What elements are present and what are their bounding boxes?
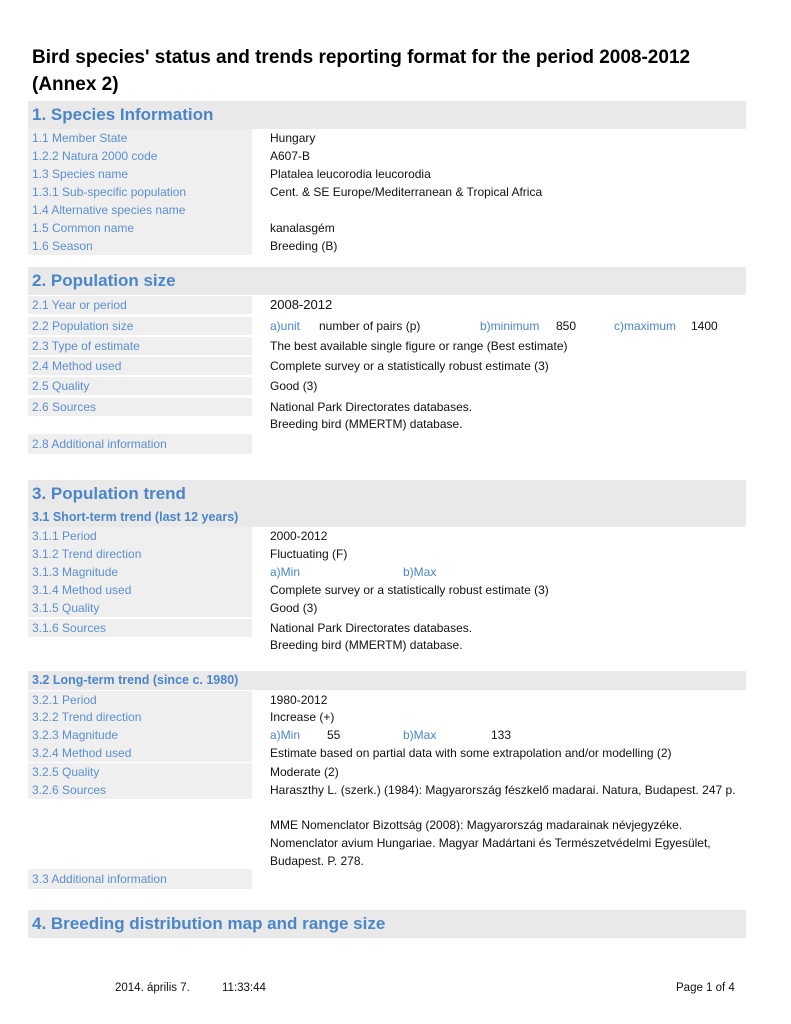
row-label: [28, 357, 252, 375]
sources-value-1: National Park Directorates databases.: [270, 400, 473, 414]
label-text: 3.1.5 Quality: [32, 601, 100, 615]
row-label: [28, 726, 252, 744]
row-label: [28, 545, 252, 563]
subsection-long-term-trend: [28, 671, 746, 690]
section-breeding-distribution: [28, 910, 746, 938]
row-value: Breeding (B): [270, 239, 338, 253]
row-value: Platalea leucorodia leucorodia: [270, 167, 431, 181]
label-text: 1.3.1 Sub-specific population: [32, 185, 187, 199]
label-text: 2.6 Sources: [32, 400, 97, 414]
row-label: [28, 201, 252, 219]
footer-date: 2014. április 7.: [115, 982, 190, 994]
min-value: 55: [327, 728, 341, 742]
row-label: [28, 691, 252, 709]
period-value: 1980-2012: [270, 693, 328, 707]
quality-value: Good (3): [270, 601, 318, 615]
label-text: 3.2.5 Quality: [32, 765, 100, 779]
unit-value: number of pairs (p): [319, 319, 421, 333]
section-heading: 1. Species Information: [32, 105, 214, 124]
row-label: [28, 219, 252, 237]
row-label: [28, 563, 252, 581]
row-label: [28, 581, 252, 599]
label-text: 1.3 Species name: [32, 167, 129, 181]
row-label: [28, 129, 252, 147]
label-text: 2.5 Quality: [32, 379, 90, 393]
section-population-trend: [28, 480, 746, 508]
title-line-2: (Annex 2): [32, 74, 119, 95]
row-label: [28, 377, 252, 395]
magnitude-values: [270, 726, 512, 744]
max-value: 133: [491, 728, 512, 742]
period-value: 2000-2012: [270, 529, 328, 543]
method-value: Complete survey or a statistically robust estimate (3): [270, 583, 549, 597]
footer-time: 11:33:44: [222, 982, 266, 994]
row-label: [28, 147, 252, 165]
row-label: [28, 619, 252, 637]
sources-value-2: Breeding bird (MMERTM) database.: [270, 417, 463, 431]
maximum-value: 1400: [691, 319, 718, 333]
row-label: [28, 599, 252, 617]
footer-page-number: Page 1 of 4: [676, 982, 735, 994]
row-value: Hungary: [270, 131, 316, 145]
method-value: Complete survey or a statistically robust estimate (3): [270, 359, 549, 373]
row-label: [28, 781, 252, 799]
label-text: 2.8 Additional information: [32, 437, 167, 451]
min-label: a)Min: [270, 728, 301, 742]
section-heading: 2. Population size: [32, 271, 176, 290]
row-label: [28, 337, 252, 355]
quality-value: Good (3): [270, 379, 318, 393]
row-label: [28, 296, 252, 314]
magnitude-values: [270, 563, 437, 581]
section-heading: 4. Breeding distribution map and range size: [32, 914, 386, 933]
row-label: [28, 183, 252, 201]
label-text: 3.2.6 Sources: [32, 783, 107, 797]
section-heading: 3. Population trend: [32, 484, 186, 503]
label-text: 3.3 Additional information: [32, 872, 167, 886]
row-label: [28, 237, 252, 255]
subsection-short-term-trend: [28, 508, 746, 527]
row-value: kanalasgém: [270, 221, 335, 235]
minimum-value: 850: [556, 319, 577, 333]
row-label: [28, 165, 252, 183]
sources-value-1: Haraszthy L. (szerk.) (1984): Magyarország fészkelő madarai. Natura, Budapest. 247 p.: [270, 783, 736, 797]
row-label: [28, 744, 252, 762]
max-label: b)Max: [403, 728, 437, 742]
quality-value: Moderate (2): [270, 765, 339, 779]
sources-value-1: National Park Directorates databases.: [270, 621, 473, 635]
row-value: Cent. & SE Europe/Mediterranean & Tropical Africa: [270, 185, 543, 199]
label-text: 1.1 Member State: [32, 131, 128, 145]
method-value: Estimate based on partial data with some extrapolation and/or modelling (2): [270, 746, 672, 760]
label-text: 3.2.3 Magnitude: [32, 728, 119, 742]
label-text: 2.3 Type of estimate: [32, 339, 140, 353]
row-label: [28, 317, 252, 335]
label-text: 2.2 Population size: [32, 319, 134, 333]
maximum-label: c)maximum: [614, 319, 676, 333]
row-label: [28, 434, 252, 454]
subsection-heading: 3.1 Short-term trend (last 12 years): [32, 510, 239, 524]
label-text: 3.2.2 Trend direction: [32, 710, 142, 724]
sources-value-2: MME Nomenclator Bizottság (2008): Magyarország madarainak névjegyzéke. Nomenclator avium Hungariae. Magyar Madártani és Természetvédelmi Egyesület, Budapest. P. 278.: [270, 818, 711, 868]
row-label: [28, 527, 252, 545]
row-value: A607-B: [270, 149, 311, 163]
trend-direction-value: Fluctuating (F): [270, 547, 348, 561]
label-text: 2.4 Method used: [32, 359, 122, 373]
page-title: [32, 44, 762, 98]
trend-direction-value: Increase (+): [270, 710, 335, 724]
label-text: 3.1.2 Trend direction: [32, 547, 142, 561]
section-population-size: [28, 267, 746, 295]
unit-label: a)unit: [270, 319, 301, 333]
section-species-information: [28, 101, 746, 129]
year-value: 2008-2012: [270, 297, 333, 312]
label-text: 3.1.3 Magnitude: [32, 565, 119, 579]
label-text: 1.2.2 Natura 2000 code: [32, 149, 158, 163]
row-label: [28, 869, 252, 889]
label-text: 3.1.6 Sources: [32, 621, 107, 635]
max-label: b)Max: [403, 565, 437, 579]
row-label: [28, 708, 252, 726]
row-label: [28, 398, 252, 416]
label-text: 3.2.4 Method used: [32, 746, 132, 760]
title-line-1: Bird species' status and trends reporting format for the period 2008-2012: [32, 47, 691, 68]
label-text: 3.1.1 Period: [32, 529, 97, 543]
label-text: 3.2.1 Period: [32, 693, 97, 707]
row-label: [28, 763, 252, 781]
sources-value-2: Breeding bird (MMERTM) database.: [270, 638, 463, 652]
min-label: a)Min: [270, 565, 301, 579]
population-size-values: [270, 317, 718, 335]
label-text: 1.5 Common name: [32, 221, 135, 235]
type-value: The best available single figure or range (Best estimate): [270, 339, 568, 353]
minimum-label: b)minimum: [480, 319, 540, 333]
label-text: 2.1 Year or period: [32, 298, 127, 312]
label-text: 3.1.4 Method used: [32, 583, 132, 597]
label-text: 1.6 Season: [32, 239, 93, 253]
label-text: 1.4 Alternative species name: [32, 203, 186, 217]
subsection-heading: 3.2 Long-term trend (since c. 1980): [32, 673, 239, 687]
